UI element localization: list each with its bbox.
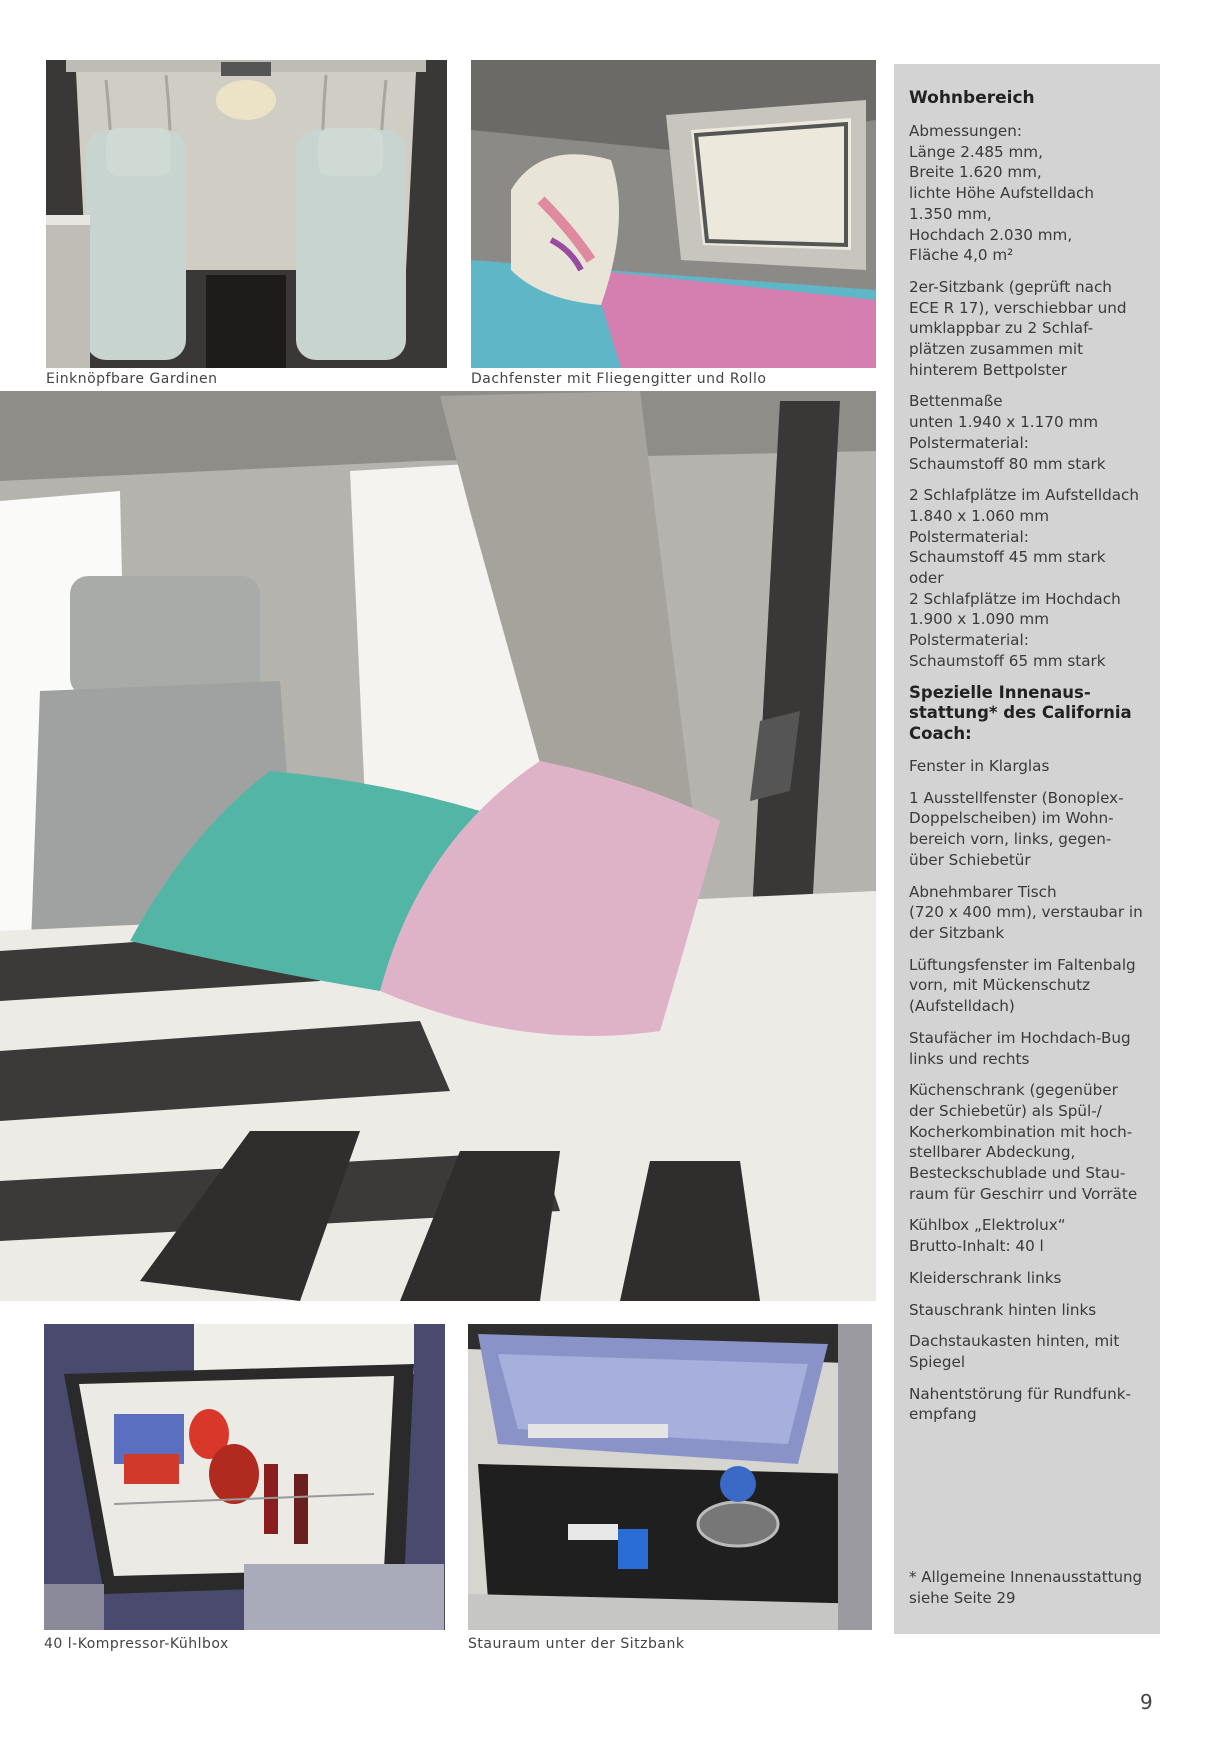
spec-item: 1 Ausstellfenster (Bonoplex- Doppelscheiben) im Wohn- bereich vorn, links, gegen- über Schiebetür (909, 788, 1124, 869)
spec-item: Küchenschrank (gegenüber der Schiebetür) als Spül-/ Kocherkombination mit hoch- stellbarer Abdeckung, Besteckschublade und Stau- raum für Geschirr und Vorräte (909, 1081, 1138, 1203)
spec-bench: 2er-Sitzbank (geprüft nach ECE R 17), verschiebbar und umklappbar zu 2 Schlaf- plätzen zusammen mit hinterem Bettpolster (909, 277, 1127, 379)
page-number: 9 (1140, 1690, 1153, 1714)
spec-dimensions: Abmessungen: Länge 2.485 mm, Breite 1.620 mm, lichte Höhe Aufstelldach 1.350 mm, Hochdach 2.030 mm, Fläche 4,0 m² (909, 122, 1094, 265)
footnote: * Allgemeine Innenausstattung siehe Seite 29 (909, 1568, 1142, 1607)
caption-photo2: Dachfenster mit Fliegengitter und Rollo (471, 371, 767, 387)
spec-item: Kleiderschrank links (909, 1268, 1062, 1287)
photo-roof-window (471, 60, 876, 368)
caption-photo4: 40 l-Kompressor-Kühlbox (44, 1636, 229, 1652)
photo-fridge (44, 1324, 445, 1630)
spec-bed-size: Bettenmaße unten 1.940 x 1.170 mm Polstermaterial: Schaumstoff 80 mm stark (909, 392, 1106, 473)
spec-item: Nahentstörung für Rundfunk- empfang (909, 1384, 1132, 1424)
spec-roof-beds: 2 Schlafplätze im Aufstelldach 1.840 x 1.060 mm Polstermaterial: Schaumstoff 45 mm stark oder 2 Schlafplätze im Hochdach 1.900 x 1.090 mm Polstermaterial: Schaumstoff 65 mm stark (909, 486, 1140, 670)
caption-photo5: Stauraum unter der Sitzbank (468, 1636, 685, 1652)
spec-item: Staufächer im Hochdach-Bug links und rechts (909, 1028, 1131, 1068)
spec-sidebar (894, 64, 1160, 1634)
spec-item: Stauschrank hinten links (909, 1300, 1097, 1319)
photo-curtain-seats (46, 60, 447, 368)
spec-item: Lüftungsfenster im Faltenbalg vorn, mit Mückenschutz (Aufstelldach) (909, 955, 1136, 1016)
spec-item: Fenster in Klarglas (909, 757, 1050, 776)
photo-bed-pillows (0, 391, 876, 1301)
sidebar-subheading: Spezielle Innenaus- stattung* des California Coach: (909, 682, 1132, 743)
spec-item: Dachstaukasten hinten, mit Spiegel (909, 1332, 1120, 1371)
spec-item: Kühlbox „Elektrolux“ Brutto-Inhalt: 40 l (909, 1216, 1066, 1256)
sidebar-heading: Wohnbereich (909, 88, 1035, 108)
spec-item: Abnehmbarer Tisch (720 x 400 mm), verstaubar in der Sitzbank (909, 882, 1143, 942)
photo-storage-bench (468, 1324, 872, 1630)
caption-photo1: Einknöpfbare Gardinen (46, 371, 218, 387)
